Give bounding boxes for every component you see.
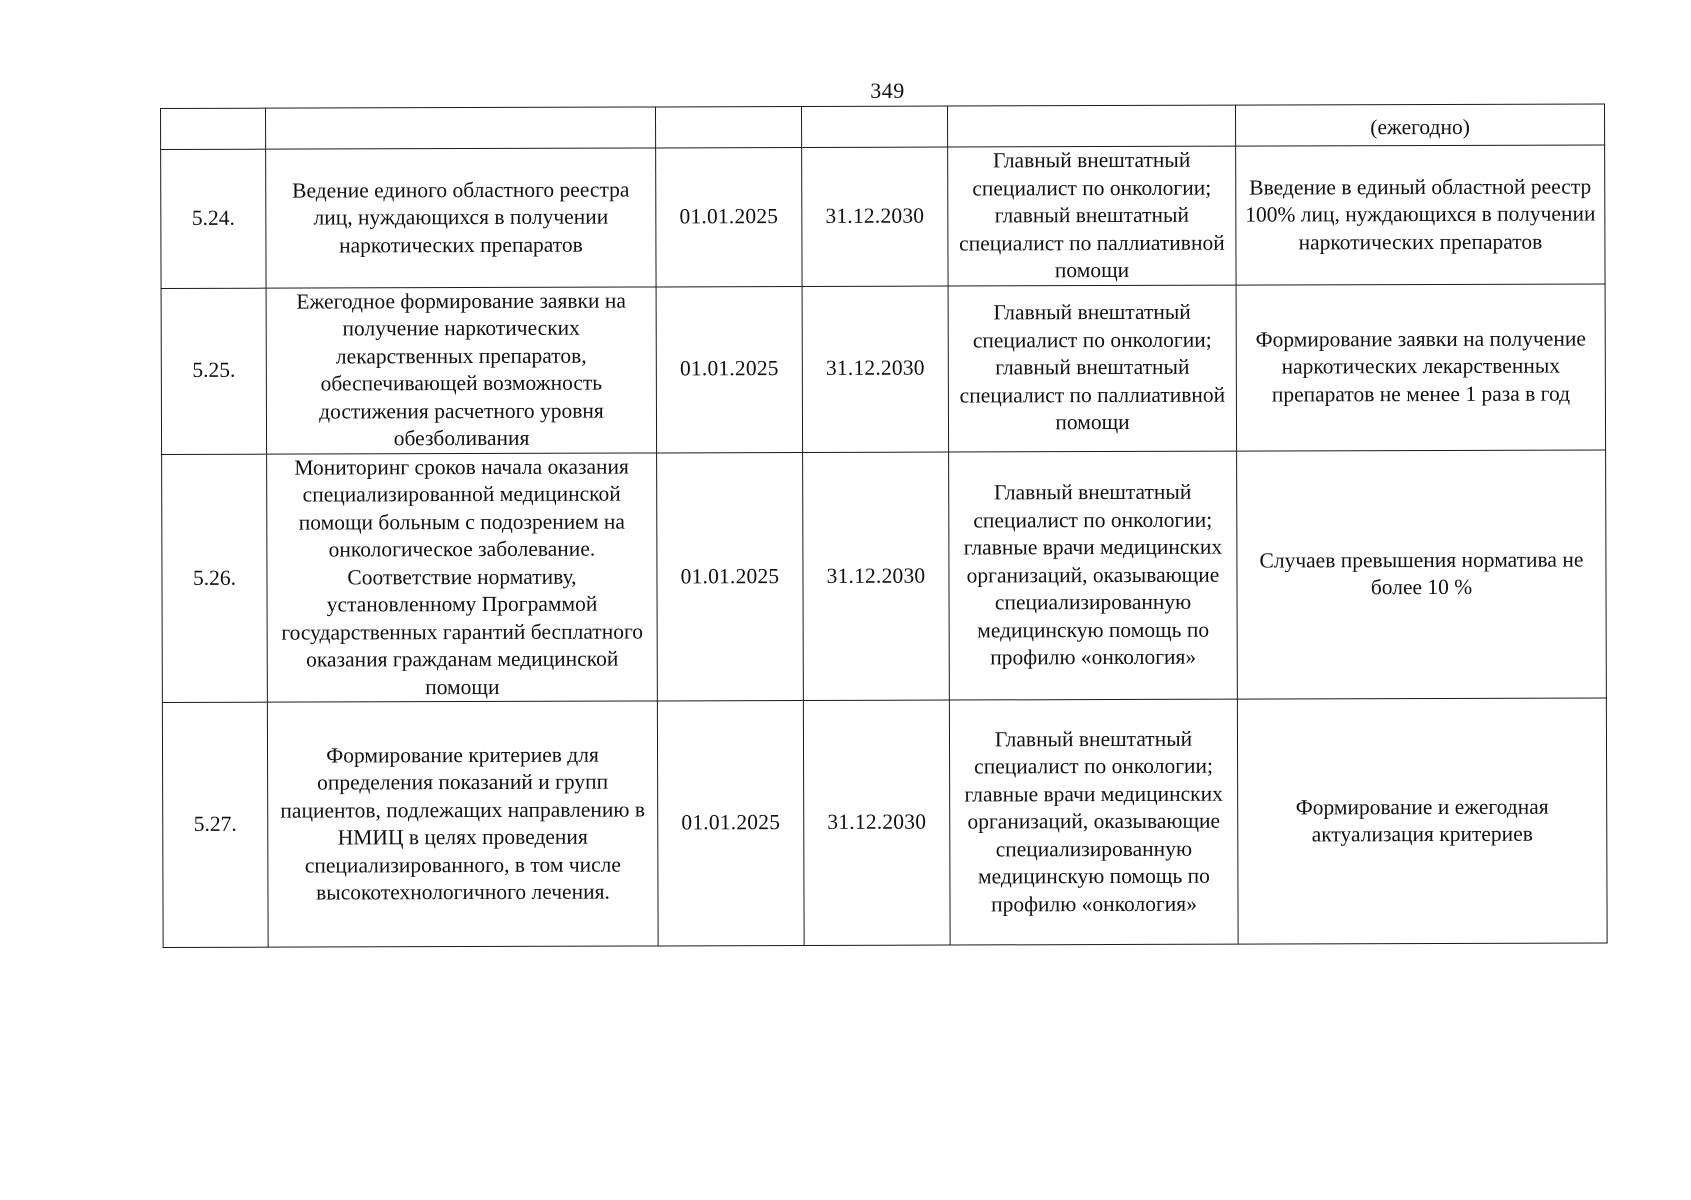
page-number: 349 — [870, 78, 905, 103]
cell-start-date: 01.01.2025 — [656, 147, 802, 286]
table-row — [162, 698, 1607, 948]
cell-activity: Ведение единого областного реестра лиц, нуждающихся в получении наркотических препаратов — [266, 148, 656, 288]
cell-number: 5.24. — [161, 149, 266, 288]
cell-start-date-empty — [655, 106, 801, 147]
cell-responsible: Главный внештатный специалист по онкологии; главные врачи медицинских организаций, оказывающие специализированную медицинскую помощь по профилю «онкология» — [949, 699, 1238, 945]
table-row-continuation — [161, 104, 1605, 150]
cell-end-date-empty — [801, 106, 947, 147]
cell-result: (ежегодно) — [1235, 104, 1604, 146]
cell-responsible: Главный внештатный специалист по онкологии; главный внештатный специалист по паллиативной помощи — [948, 285, 1237, 452]
cell-start-date: 01.01.2025 — [657, 452, 804, 701]
cell-activity: Ежегодное формирование заявки на получение наркотических лекарственных препаратов, обеспечивающей возможность достижения расчетного уровня обезболивания — [266, 286, 657, 453]
cell-activity: Формирование критериев для определения показаний и групп пациентов, подлежащих направлению в НМИЦ в целях проведения специализированного, в том числе высокотехнологичного лечения. — [267, 701, 658, 947]
cell-responsible-empty — [947, 105, 1235, 147]
cell-number: 5.26. — [162, 454, 268, 703]
cell-end-date: 31.12.2030 — [803, 700, 950, 945]
cell-activity-empty — [266, 107, 656, 149]
cell-start-date: 01.01.2025 — [656, 286, 803, 452]
cell-result: Введение в единый областной реестр 100% лиц, нуждающихся в получении наркотических препаратов — [1236, 145, 1605, 285]
table-row — [161, 283, 1606, 454]
cell-number-empty — [161, 108, 266, 149]
cell-result: Случаев превышения норматива не более 10 % — [1237, 449, 1607, 699]
cell-number: 5.25. — [161, 288, 267, 454]
cell-result: Формирование и ежегодная актуализация критериев — [1237, 698, 1607, 944]
cell-end-date: 31.12.2030 — [802, 147, 948, 286]
cell-number: 5.27. — [162, 702, 268, 947]
table-row — [162, 449, 1607, 702]
cell-result: Формирование заявки на получение наркотических лекарственных препаратов не менее 1 раза в год — [1236, 283, 1606, 450]
cell-end-date: 31.12.2030 — [802, 286, 949, 452]
cell-activity: Мониторинг сроков начала оказания специализированной медицинской помощи больным с подозрением на онкологическое заболевание. Соответствие нормативу, установленному Программой государственных гарантий бесплатного оказания гражданам медицинской помощи — [267, 452, 658, 702]
cell-start-date: 01.01.2025 — [657, 700, 804, 945]
cell-end-date: 31.12.2030 — [803, 452, 950, 701]
cell-responsible: Главный внештатный специалист по онкологии; главный внештатный специалист по паллиативной помощи — [948, 146, 1236, 285]
cell-responsible: Главный внештатный специалист по онкологии; главные врачи медицинских организаций, оказывающие специализированную медицинскую помощь по профилю «онкология» — [949, 451, 1238, 700]
activities-table — [160, 103, 1608, 948]
table-row — [161, 145, 1605, 288]
